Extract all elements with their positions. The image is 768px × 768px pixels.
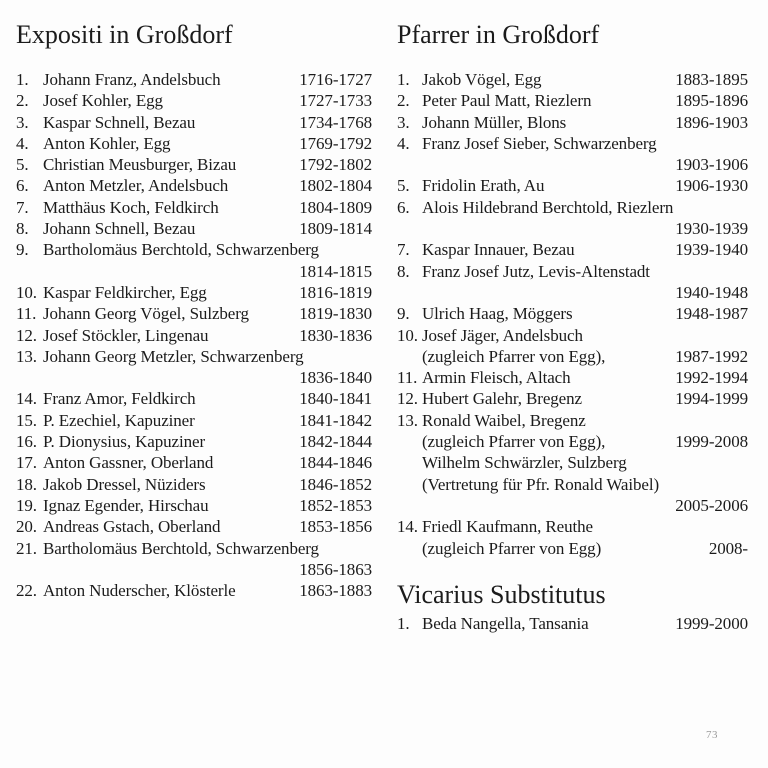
entry-number: 1. [397,70,410,89]
list-line [16,346,372,367]
entry-name: Anton Kohler, Egg [43,133,171,153]
entry-name: Johann Georg Vögel, Sulzberg [43,304,249,324]
entry-name: Johann Schnell, Bezau [43,219,196,239]
entry-name: P. Dionysius, Kapuziner [43,432,206,452]
entry-years: 1809-1814 [299,219,372,239]
entry-name: Kaspar Innauer, Bezau [422,240,575,260]
entry-years: 1930-1939 [675,219,748,239]
entry-number: 9. [16,240,29,260]
list-line [397,367,748,388]
entry-name: Kaspar Feldkircher, Egg [43,282,207,302]
entry-name: Franz Josef Jutz, Levis-Altenstadt [422,261,650,281]
entry-number: 17. [16,453,37,473]
entry-name: Jakob Vögel, Egg [422,70,542,89]
vicarius-list [397,613,748,634]
entry-number: 12. [16,325,37,345]
entry-name: Josef Stöckler, Lingenau [43,325,209,345]
entry-number: 9. [397,304,410,324]
list-line [16,580,372,601]
entry-years: 1842-1844 [299,432,372,452]
list-line [397,474,748,495]
entry-name: Franz Josef Sieber, Schwarzenberg [422,133,657,153]
list-line [16,303,372,324]
entry-years: 1816-1819 [299,282,372,302]
entry-years: 1792-1802 [299,155,372,175]
entry-years: 1727-1733 [299,91,372,111]
list-line [397,388,748,409]
entry-name: (Vertretung für Pfr. Ronald Waibel) [422,474,660,494]
list-line [397,154,748,175]
entry-years: 1987-1992 [675,346,748,366]
entry-years: 1814-1815 [299,261,372,281]
entry-years: 1999-2000 [675,613,748,633]
entry-name: Ronald Waibel, Bregenz [422,410,586,430]
list-line [397,112,748,133]
entry-number: 2. [397,91,410,111]
entry-name: Peter Paul Matt, Riezlern [422,91,592,111]
entry-name: Bartholomäus Berchtold, Schwarzenberg [43,538,319,558]
entry-number: 3. [397,112,410,132]
entry-years: 1802-1804 [299,176,372,196]
entry-years: 1856-1863 [299,559,372,579]
list-line [16,516,372,537]
list-line [16,197,372,218]
list-line [16,69,372,90]
entry-name: Ulrich Haag, Möggers [422,304,573,324]
entry-number: 13. [397,410,418,430]
entry-number: 10. [397,325,418,345]
entry-years: 2008- [708,538,748,558]
entry-number: 18. [16,474,37,494]
list-line [16,325,372,346]
entry-number: 19. [16,495,37,515]
list-line [16,112,372,133]
list-line [16,239,372,260]
entry-number: 5. [16,155,29,175]
entry-number: 8. [397,261,410,281]
list-line [16,495,372,516]
entry-number: 4. [16,133,29,153]
entry-number: 7. [16,197,29,217]
entry-name: Wilhelm Schwärzler, Sulzberg [422,453,627,473]
entry-number: 14. [397,517,418,537]
list-line [16,218,372,239]
list-line [16,90,372,111]
list-line [397,218,748,239]
list-line [397,346,748,367]
entry-name: Friedl Kaufmann, Reuthe [422,517,593,537]
list-line [397,410,748,431]
entry-years: 1846-1852 [299,474,372,494]
vicarius-section [397,580,748,634]
list-line [397,261,748,282]
list-line [397,133,748,154]
list-line [397,239,748,260]
list-line [16,388,372,409]
entry-name: Fridolin Erath, Au [422,176,545,196]
entry-number: 13. [16,346,37,366]
entry-number: 20. [16,517,37,537]
entry-years: 1836-1840 [299,368,372,388]
entry-years: 1895-1896 [675,91,748,111]
entry-name: Johann Georg Metzler, Schwarzenberg [43,346,304,366]
entry-name: Josef Jäger, Andelsbuch [422,325,583,345]
list-line [397,303,748,324]
list-line [16,261,372,282]
entry-name: Christian Meusburger, Bizau [43,155,237,175]
entry-number: 6. [397,197,410,217]
list-line [397,282,748,303]
list-line [16,282,372,303]
entry-number: 8. [16,219,29,239]
entry-years: 1716-1727 [299,70,372,89]
entry-name: Beda Nangella, Tansania [422,613,589,633]
entry-years: 1883-1895 [675,70,748,89]
pfarrer-list [397,69,748,559]
entry-years: 1804-1809 [299,197,372,217]
list-line [16,538,372,559]
expositi-title: Expositi in Großdorf [16,20,233,49]
list-line [16,410,372,431]
entry-name: Anton Nuderscher, Klösterle [43,581,236,601]
entry-number: 10. [16,282,37,302]
list-line [16,559,372,580]
entry-number: 4. [397,133,410,153]
entry-name: Bartholomäus Berchtold, Schwarzenberg [43,240,319,260]
entry-name: Franz Amor, Feldkirch [43,389,196,409]
entry-name: Johann Franz, Andelsbuch [43,70,221,89]
entry-number: 22. [16,581,37,601]
entry-years: 1830-1836 [299,325,372,345]
expositi-list [16,69,372,601]
entry-years: 1906-1930 [675,176,748,196]
list-line [397,175,748,196]
list-line [397,90,748,111]
entry-name: Alois Hildebrand Berchtold, Riezlern [422,197,674,217]
list-line [16,474,372,495]
list-line [397,495,748,516]
list-line [397,538,748,559]
entry-number: 12. [397,389,418,409]
list-line [16,367,372,388]
entry-number: 15. [16,410,37,430]
entry-name: Jakob Dressel, Nüziders [43,474,206,494]
entry-name: Hubert Galehr, Bregenz [422,389,582,409]
entry-years: 1819-1830 [299,304,372,324]
entry-years: 1896-1903 [675,112,748,132]
entry-number: 11. [16,304,37,324]
list-line [16,175,372,196]
expositi-column [16,20,372,601]
list-line [16,133,372,154]
entry-years: 1992-1994 [675,368,748,388]
pfarrer-column [397,20,748,634]
entry-name: (zugleich Pfarrer von Egg), [422,346,606,366]
entry-name: (zugleich Pfarrer von Egg) [422,538,602,558]
list-line [397,613,748,634]
entry-name: P. Ezechiel, Kapuziner [43,410,195,430]
list-line [397,431,748,452]
list-line [16,431,372,452]
entry-name: Anton Gassner, Oberland [43,453,214,473]
entry-number: 1. [16,70,29,89]
entry-name: Andreas Gstach, Oberland [43,517,221,537]
entry-years: 1841-1842 [299,410,372,430]
page-number: 73 [706,729,718,741]
entry-number: 7. [397,240,410,260]
entry-number: 3. [16,112,29,132]
entry-years: 1863-1883 [299,581,372,601]
entry-number: 6. [16,176,29,196]
entry-years: 2005-2006 [675,495,748,515]
list-line [397,197,748,218]
entry-years: 1940-1948 [675,282,748,302]
entry-name: (zugleich Pfarrer von Egg), [422,432,606,452]
entry-years: 1903-1906 [675,155,748,175]
entry-years: 1840-1841 [299,389,372,409]
entry-name: Matthäus Koch, Feldkirch [43,197,219,217]
entry-years: 1999-2008 [675,432,748,452]
list-line [16,452,372,473]
vicarius-title: Vicarius Substitutus [397,579,606,609]
entry-name: Kaspar Schnell, Bezau [43,112,196,132]
entry-number: 5. [397,176,410,196]
entry-years: 1852-1853 [299,495,372,515]
entry-years: 1853-1856 [299,517,372,537]
list-line [397,452,748,473]
entry-years: 1948-1987 [675,304,748,324]
entry-years: 1769-1792 [299,133,372,153]
entry-number: 11. [397,368,418,388]
entry-name: Anton Metzler, Andelsbuch [43,176,229,196]
entry-years: 1939-1940 [675,240,748,260]
list-line [16,154,372,175]
list-line [397,516,748,537]
entry-name: Ignaz Egender, Hirschau [43,495,209,515]
entry-number: 16. [16,432,37,452]
list-line [397,325,748,346]
pfarrer-title: Pfarrer in Großdorf [397,20,600,49]
entry-name: Armin Fleisch, Altach [422,368,571,388]
entry-years: 1994-1999 [675,389,748,409]
entry-name: Johann Müller, Blons [422,112,567,132]
entry-number: 21. [16,538,37,558]
entry-name: Josef Kohler, Egg [43,91,163,111]
entry-years: 1844-1846 [299,453,372,473]
entry-number: 14. [16,389,37,409]
list-line [397,69,748,90]
entry-years: 1734-1768 [299,112,372,132]
entry-number: 1. [397,613,410,633]
entry-number: 2. [16,91,29,111]
